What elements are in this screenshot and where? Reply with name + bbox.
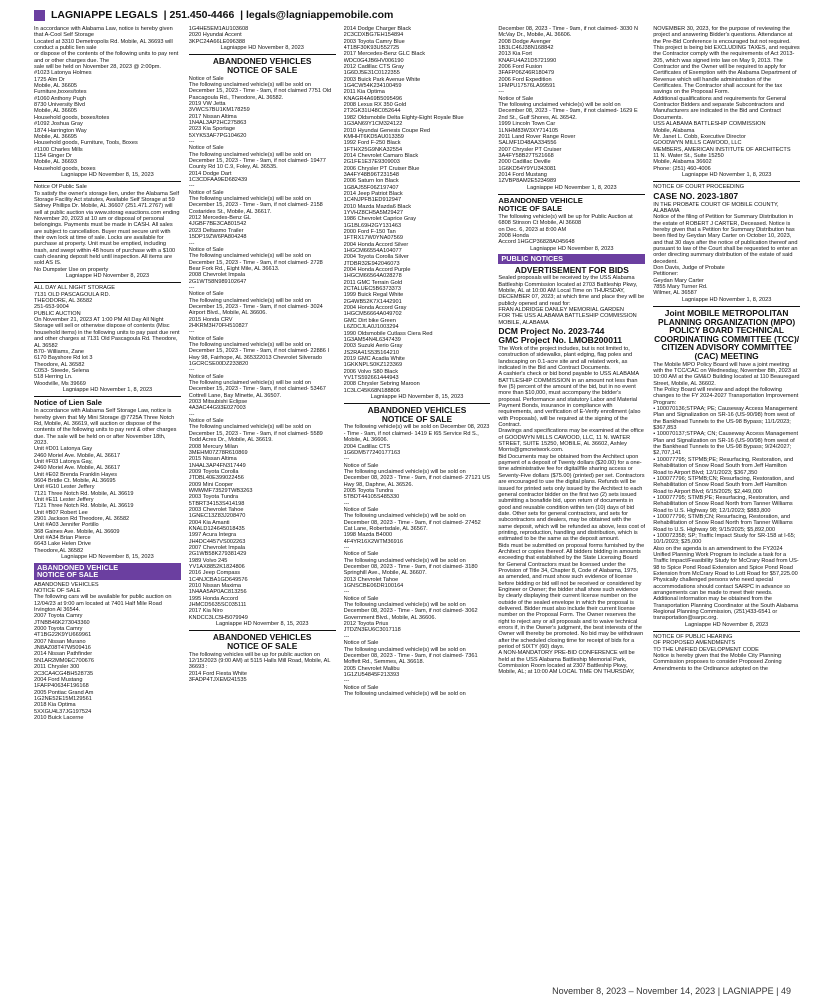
- notices-of-sale: The following vehicle(s) will be sold on December 08, 2023 - Time - 9am, if not claimed- 1419 E I65 Service Rd S., Mobile, AL 36606. 2004 Cadillac CTS 1G6DM577240177163 --- Notice of Sale The following unclaimed vehicle(s) will be sold on December 08, 2023 - Time - 9am, if not claimed- 27121 US Hwy 98, Daphne, AL 36526. 2005 Toyota Tundra 5TBDT44105S485330 --- Notice of Sale The following unclaimed vehicle(s) will be sold on December 08, 2023 - Time - 9am, if not claimed- 27452 Cat Lane, Robertsdale, AL 36567. 1998 Mazda B4000 4F4YR16X2WTM36916 --- Notice of Sale The following unclaimed vehicle(s) will be sold on December 08, 2023 - Time - 9am, if not claimed- 3180 Springhill Ave., Mobile, AL 36607. 2013 Chevrolet Tahoe 1GNSCBE06DR100164 --- Notice of Sale The following unclaimed vehicle(s) will be sold on December 08, 2023 - Time - 9am, if not claimed- 3062 Government Blvd., Mobile, AL 36606. 2012 Toyota Prius JTDZN3EU6C3017118 --- Notice of Sale The following unclaimed vehicle(s) will be sold on December 08, 2023 - Time - 9am, if not claimed- 7361 Moffett Rd., Semmes, AL 36618. 2005 Chevrolet Malibu 1G1ZU54845F213393 --- Notice of Sale The following unclaimed vehicle(s) will be sold on: [343, 424, 491, 697]
- divider: [498, 194, 645, 195]
- heading-text: ABANDONED VEHICLE NOTICE OF SALE: [498, 195, 583, 213]
- header-email[interactable]: legals@lagniappemobile.com: [246, 9, 394, 21]
- page-footer: [552, 986, 791, 996]
- column-4: [498, 26, 645, 976]
- page-header: [34, 8, 799, 22]
- header-sep-2: |: [240, 9, 244, 21]
- notice-stinson-auction: The following vehicle(s) will be up for Public Auction at 6808 Stinson Ct Mobile, Al 36608 on Dec. 6, 2023 at 8:00 AM 2008 Honda Accord 1HGCP36828A045648: [498, 213, 633, 246]
- publication-line: Lagniappe HD November 8, 15, 2023: [370, 393, 464, 400]
- divider: [189, 630, 336, 631]
- notice-acool-storage: In accordance with Alabama Law, notice is hereby given that A-Cool Self Storage Located at 3310 Demetropolis Rd. Mobile, AL 36693 will conduct a public lien sale or dispose of the contents of the following units to pay rent and or other charges due. The sale will be held on November 28, 2023 @ 2:00pm. #1023 Latonya Holmes 1725 Alm Dr Mobile, AL 36605 Furniture,boxes/totes #1060 Anthony Pugh 8730 University Blvd Mobile, AL 36605 Household goods, boxes/totes #1092 Joshua Gray 1874 Harrington Way Mobile, AL 36695 Household goods, Furniture, Tools, Boxes #1100 Charles Mills 1154 Ginger Dr Mobile, AL 36693 Household goods, boxes: [34, 26, 179, 172]
- paper-name: LAGNIAPPE: [722, 986, 774, 996]
- project-numbers: [498, 327, 645, 345]
- bids-body-continued: NOVEMBER 30, 2023, for the purpose of reviewing the project and answering Bidder's questions. Attendance at the Pre-Bid Conference is encouraged but not required. This project is being bid EXCLUDING TAXES, and requires the Contractor comply with the requirements of Act 2013-205, which was signed into law on May 9, 2013. The Contractor and the Owner will be required to apply for Certificates of Exemption with the Alabama Department of Revenue which will handle administration of the Certificates. The Contractor shall account for the tax savings on the Proposal Form. Additional qualifications and requirements for General Contractor Bidders and separate Subcontractors and Manufacturers are indicated in the Bid and Contract Documents. USS ALABAMA BATTLESHIP COMMISSION Mobile, Alabama Mr. Janet L. Cobb, Executive Director GOODWYN MILLS CAWOOD, LLC MEMBERS, AMERICAN INSTITUTE OF ARCHITECTS 11 N. Water St., Suite 15250 Mobile, Alabama 36602 Phone: (251) 460-4006: [653, 26, 800, 172]
- heading-text: ABANDONED VEHICLES NOTICE OF SALE: [367, 405, 467, 424]
- publication-line: Lagniappe HD November 1, 8, 2023: [681, 171, 772, 178]
- divider: [34, 396, 181, 397]
- notice-all-day-storage: ALL DAY ALL NIGHT STORAGE 7131 OLD PASCAGOULA RD. THEODORE, AL 36582 251-653-9004 PUBLIC AUCTION On November 21, 2023 AT 1:00 PM All Day All Night Storage will sell or otherwise dispose of contents (Misc household items) in the following units to pay past due rent and other charges at 7131 Old Pascagoula Rd. Theodore, AL 36582 B70- Williams, Zane 6170 Bayshore Rd lot 3 Theodore, AL 36582 C053- Steede, Selena 518 Herring Ln. Woodville, Ms 39669: [34, 285, 180, 387]
- heading-text: ABANDONED VEHICLES NOTICE OF SALE: [212, 56, 312, 75]
- column-5: [653, 26, 800, 976]
- abandoned-vehicles-heading: [189, 633, 336, 650]
- divider: [189, 54, 336, 55]
- court-proceeding-label: NOTICE OF COURT PROCEEDING: [653, 184, 745, 191]
- publication-line: Lagniappe HD November 1, 8, 2023: [62, 386, 153, 393]
- footer-separator: |: [776, 986, 779, 996]
- divider: [653, 181, 800, 182]
- column-3: [344, 26, 491, 976]
- case-number: CASE NO. 2023-1807: [653, 190, 739, 201]
- notice-lien-sale: In accordance with Alabama Self Storage Law, notice is hereby given that My Mini Storage @7725A Three Notch Rd, Mobile, AL 36619, will auction or dispose of the contents of the following units to pay rent & other charges due. The sale will be held on or after November 18th, 2023. Unit #D01 Latonya Gay 2460 Moriel Ave. Mobile, AL 36617 Unit #F03 Latonya Gay, 2460 Moriel Ave. Mobile, AL 36617 Unit #E02 Brenda Franklin Hayes 9604 Bridle Ct. Mobile, AL 36695 Unit #G10 Lester Jeffery 7121 Three Notch Rd. Mobile, AL 36619 Unit #E11 Lester Jeffery 7121 Three Notch Rd. Mobile, AL 36619 Unit #B07 Robert Lee 2901 Jackson Rd Theodore, AL 36582 Unit #A03 Jennifer Portillo 368 Gaines Ave. Mobile, AL 36609 Unit #A34 Brian Pierce 6643 Lake Helen Drive Theodore,AL 36582: [34, 408, 177, 554]
- advertisement-for-bids-heading: ADVERTISEMENT FOR BIDS: [514, 264, 629, 275]
- bids-body: The Work of the project includes, but is not limited to, construction of sidewalks, plant edging, flag poles and landscaping on 0.1-acre site and all related work, as indicated in the Bid and Contract Documents. A cashier's check or bid bond payable to USS ALABAMA BATTLESHIP COMMISSION in an amount not less than five (5) percent of the amount of the bid, but in no event more than $10,000, must accompany the bidder's proposal. Performance and statutory Labor and Material Payment Bonds, insurance in compliance with requirements, and verification of E-Verify enrollment (also with Proposals), will be required at the signing of the Contract. Drawings and specifications may be examined at the office of GOODWYN MILLS CAWOOD, LLC, 11 N. WATER STREET, SUITE 15250, MOBILE, AL 36602, Ashley Morris@gmcnetwork.com. Bid Documents may be obtained from the Architect upon payment of a deposit of Twenty dollars ($20.00) for a one-time administrative fee for digital/file sharing access or Seventy-Five dollars ($75.00) (printed) per set. Contractors are encouraged to use the digital plans. Refunds will be issued for printed sets only issued by the Architect to each general contractor bidder on the first two (2) sets issued submitting a bonafide bid, upon return of documents in good and reusable condition within ten (10) days of bid date. Other sets for general contractors, and sets for subcontractors and dealers, may be obtained with the same deposit, which will be refunded as above, less cost of printing, reproduction, handling and distribution, which is estimated to be the same as the deposit amount. Bids must be submitted on proposal forms furnished by the Architect or copies thereof. All bidders bidding in amounts exceeding that established by the State Licensing Board for General Contractors must be licensed under the Provision of Title 34, Chapter 8, Code of Alabama, 1975, as amended, and must show such evidence of license before bidding or bid will not be received or considered by Engineer or Owner; the bidder shall show such evidence by clearly displaying their current license number on the outside of the sealed envelope in which the proposal is delivered. Bidder must also include their current license number on the Proposal Form. The Owner reserves the right to reject any or all proposals and to waive technical errors if, in the Owner's judgment, the best interests of the Owner will thereby be promoted. No bid may be withdrawn after the scheduled closing time for receipt of bids for a period of SIXTY (60) days. A NON-MANDATORY PRE-BID CONFERENCE will be held at the USS Alabama Battleship Memorial Park, Commission Room located at 2307 Battleship Pkwy, Mobile, AL; at 10:00 AM LOCAL TIME ON THURSDAY,: [498, 345, 646, 676]
- project-numbers-text: DCM Project No. 2023-744 GMC Project No. LMOB200011: [498, 325, 623, 345]
- divider: [653, 306, 800, 307]
- notice-probate: IN THE PROBATE COURT OF MOBILE COUNTY, ALABAMA Notice of the filing of Petition for Summary Distribution in the estate of ROBERT J CARTER, Deceased. Notice is hereby given that a Petition for Summary Distribution has been filed by Geydan Mary Carter on October 10, 2023, and that 30 days after the notice of publication thereof and pursuant to law of the Court shall be requested to enter an order directing summary distribution of the estate of said decedent. Don Davis, Judge of Probate Petitioner: Geydan Mary Carter 7855 Mary Turner Rd. Wilmer, AL 36587: [653, 201, 798, 297]
- notice-mpo-meeting: The Mobile MPO Policy Board will have a joint meeting with the TCC/CAC on Wednesday, November 8th, 2023 at 10:00 AM at the GM&O Building located at 110 Beauregard Street, Mobile, AL 36602. The Policy Board will review and adopt the following changes to the FY 2024-2027 Transportation Improvement Program: • 100070136;STPAA; PE; Causeway Access Management Plan and Signalization on SR-16 (US-90/98) from west of the Bankhead Tunnels to the US-98 Bypass; 11/1/2023; $367,853 • 100070137;STPAA; CN; Causeway Access Management Plan and Signalization on SR-16 (US-90/98) from west of the Bankhead Tunnels to the US-98 Bypass; 9/24/2027; $2,707,141 • 100077795; STPMB;PE; Resurfacing, Restoration, and Rehabilitation of Snow Road South from Jeff Hamilton Road to Airport Blvd; 12/1/2023; $367,350 • 100077796; STPMB;CN; Resurfacing, Restoration, and Rehabilitation of Snow Road South from Jeff Hamilton Road to Airport Blvd; 6/15/2025; $2,449,000 • 100077795; STMB;PE; Resurfacing, Restoration, and Rehabilitation of Snow Road North from Tanner Williams Road to U.S. Highway 98; 12/1/2023; $883,800 • 100077796; STMB;CN; Resurfacing, Restoration, and Rehabilitation of Snow Road North from Tanner Williams Road to U.S. Highway 98; 9/15/2025; $5,892,000 • 100072358; SP; Traffic Impact Study for SR-158 at I-65; 10/1/2023; $25,000 Also on the agenda is an amendment to the FY2024 Unified Planning Work Program to include a task for a Traffic Impact/Feasibility Study for McCrary Road from US-98 to Spice Pond Road Extension and Spice Pond Road Extension from McCrary Road to Lott Road for $57,225.00 Physically challenged persons who need special accommodations should contact SARPC in advance so arrangements can be made to meet their needs. Additional information may be obtained from the Transportation Planning Coordinator at the South Alabama Regional Planning Commission, (251)433-6541 or transportation@sarpc.org.: [653, 361, 800, 622]
- publication-line: Lagniappe HD November 8, 2023: [530, 245, 614, 252]
- bids-intro: Sealed proposals will be received by the USS Alabama Battleship Commission located at 2703 Battleship Pkwy, Mobile, AL at 10:00 AM Local Time on THURSDAY, DECEMBER 07, 2023; at which time and place they will be publicly opened and read for: FRAN ALDRIDGE DANLEY MEMORIAL GARDEN FOR THE USS ALABAMA BATTLESHIP COMMISSION MOBILE, ALABAMA: [498, 275, 645, 326]
- publication-line: Lagniappe HD November 1, 8, 2023: [527, 184, 617, 191]
- page-number: 49: [780, 986, 791, 996]
- divider: [344, 403, 491, 404]
- abandoned-vehicle-heading: [498, 197, 645, 213]
- vehicle-list-continued: 1G4HE5EM1AU103608 2020 Hyundai Accent 3KPC24A66LE096388: [188, 26, 249, 45]
- legal-columns: [34, 26, 800, 976]
- notice-public-hearing: NOTICE OF PUBLIC HEARING OF PROPOSED AMENDMENTS TO THE UNIFIED DEVELOPMENT CODE Notice is hereby given that the Mobile City Planning Commission proposes to consider Proposed Zoning Amendments to the Ordinance adopted on the: [653, 634, 782, 672]
- section-marker-icon: [34, 10, 45, 21]
- column-1: [34, 26, 181, 976]
- mpo-meeting-heading: Joint MOBILE METROPOLITAN PLANNING ORGANIZATION (MPO) POLICY BOARD TECHNICAL COORDINATING COMMITTEE (TCC)/ CITIZEN ADVISORY COMMITTEE (CAC) MEETING: [654, 308, 800, 362]
- divider: [34, 181, 181, 182]
- publication-line: Lagniappe HD November 8, 15, 2023: [215, 621, 309, 628]
- publication-line: Lagniappe HD November 8, 15, 2023: [61, 171, 154, 178]
- banner-text: PUBLIC NOTICES: [501, 254, 564, 263]
- divider: [34, 282, 181, 283]
- notice-available-storage: Notice Of Public Sale To satisfy the owner's storage lien, under the Alabama Self Storage Facility Act statutes, Available Self Storage at 59 Sidney Phillips Dr. Mobile, AL 36607 (251.471.2767) will sell at public auction via www.storag eauctions.com ending November 20, 2023 at 10 am or disposal of personal belongings. Payments must be made in CASH. All sales are subject to cancellation. Buyer must secure unit with their own lock at time of sale. Locks are available for purchase at property. Unit must be emptied, including trash, and swept within 48 hours of purchase with a $100 cash cleaning deposit held until inspection. All items are sold AS IS. No Dumpster Use on property: [34, 184, 180, 273]
- notices-of-sale: Notice of Sale The following unclaimed vehicle(s) will be sold on December 15, 2023 - Time - 9am, if not claimed 7751 Old Pascagoula Rd., Theodore, AL 36582. 2019 VW Jetta 3VWCS7BU1KM178259 2017 Nissan Altima 1N4AL3AP2HC275863 2023 Kia Sportage 5XYK53AF7PG104620 --- Notice of Sale The following unclaimed vehicle(s) will be sold on December 15, 2023 - Time - 9am, if not claimed- 19477 County Rd 10 C.9, Foley, AL 36535. 2014 Dodge Dart 1C3CDFAA9ED682439 --- Notice of Sale The following unclaimed vehicle(s) will be sold on December 15, 2023 - Time - 9am, if not claimed- 2158 Costarides St., Mobile, AL 36617. 2012 Mercedes-Benz GL 4JGBF7BE3CA801542 2023 Deltasmo Trailer 15DP19ZW6PA804248 --- Notice of Sale The following unclaimed vehicle(s) will be sold on December 15, 2023 - Time - 9am, if not claimed- 2728 Bear Fork Rd., Eight Mile, AL 36613. 2008 Chevrolet Impala 2G1WT58N989102647 --- Notice of Sale The following unclaimed vehicle(s) will be sold on December 15, 2023 - Time - 9am, if not claimed- 3024 Airport Blvd., Mobile, AL 36606. 2015 Honda CRV 2HKRM3H70FH510827 --- Notice of Sale The following unclaimed vehicle(s) will be sold on December 15, 2023 - Time - 9am, if not claimed- 22886 I Hwy 98, Fairhope, AL 365322013 Chevrolet Silverado 1GCRCSE00DZ233820 --- Notice of Sale The following unclaimed vehicle(s) will be sold on December 15, 2023 - Time - 9am, if not claimed- 53467 Cottrell Lane, Bay Minette, AL 36507. 2003 Mitsubishi Eclipse 4A3AC44G93E027003 --- Notice of Sale The following unclaimed vehicle(s) will be sold on December 15, 2023 - Time - 9am, if not claimed- 5589 Todd Acres Dr., Mobile, AL 36619. 2008 Mercury Milan 3MEHM07Z78R610869 2015 Nissan Altima 1N4AL3AP4FN317449 2009 Toyota Corolla JTDBL40E399022456 2009 Mini Cooper WMWMF73529TWB3263 2003 Toyota Tundra 5TBRT34153S414198 2003 Chevrolet Tahoe 1GNEC13Z83J208470 2004 Kia Amanti KNALD124645018435 1997 Acura Integra JH4DC4457VS002263 2007 Chevrolet Impala 2G1WB58K279381429 1989 Volvo 245 YV1AX8852K1824806 2016 Jeep Compass 1C4NJCBA1GD649576 2010 Nissan Maxima 1N4AA5AP0AC813256 1995 Honda Accord JHMCD5635SC035111 2017 Kia Niro KNDCC3LC5H5079949: [188, 75, 332, 621]
- divider: [653, 631, 800, 632]
- header-phone[interactable]: 251.450-4466: [169, 9, 235, 21]
- abandoned-vehicle-banner: [34, 563, 181, 580]
- issue-dates: November 8, 2023 – November 14, 2023: [552, 986, 716, 996]
- abandoned-vehicles-heading: [344, 406, 491, 423]
- public-notices-banner: [498, 254, 645, 264]
- publication-line: Lagniappe HD November 8, 2023: [220, 45, 304, 52]
- heading-text: ABANDONED VEHICLES NOTICE OF SALE: [212, 632, 312, 652]
- footer-separator: |: [717, 986, 721, 996]
- publication-line: Lagniappe HD November 1, 8, 2023: [681, 296, 772, 303]
- abandoned-vehicles-heading: [189, 57, 336, 74]
- publication-line: Lagniappe HD November 8, 15, 2023: [61, 554, 154, 561]
- notice-halls-mill-auction: The following vehicles will be up for public auction on 12/15/2023 (9:00 AM) at 5115 Halls Mill Road, Mobile, AL 36693 : 2014 Ford Fiesta White 3FADP4TJXEM241535: [188, 651, 331, 684]
- header-sep-1: |: [163, 9, 167, 21]
- banner-text: ABANDONED VEHICLE NOTICE OF SALE: [37, 562, 119, 580]
- notice-abandoned-vehicles: ABANDONED VEHICLES NOTICE OF SALE The following cars will be available for public auction on 12/04/23 at 9:00 am located at 7401 Half Mile Road Irvington Al 36544. 2007 Toyota Camry JTNBB46K273043360 2000 Toyota Camry 4T1BG22K9YU669961 2007 Nissan Murano JN8AZ08T47W509416 2014 Nissan Pathfinder 5N1AR2MM0EC700676 2011 Chrysler 300 2C3CA4CG4BH528735 2004 Ford Mustang 1FAFP40634F196168 2005 Pontiac Grand Am 1G2NE52E15M129561 2018 Kia Optima 5XXGU4L37JG197524 2010 Buick Lacerne: [34, 581, 172, 721]
- column-2: [189, 26, 336, 976]
- section-title: LAGNIAPPE LEGALS: [51, 9, 158, 21]
- publication-line: Lagniappe HD November 8, 2023: [684, 621, 769, 628]
- publication-line: Lagniappe HD November 8, 2023: [65, 273, 150, 280]
- notices-of-sale-continued: December 08, 2023 - Time - 9am, if not claimed- 3030 N McVay Dr., Mobile, AL 36606. 2008 Dodge Avenger 1B3LC46J38N168842 2013 Kia Fort KNAFU4A21D5721990 2006 Ford Fusion 3FAFP06Z46R180479 2006 Ford Expedition 1FMPU17576LA99591 --- Notice of Sale The following unclaimed vehicle(s) will be sold on December 08, 2023 - Time - 9am, if not claimed- 1629 E 2nd St., Gulf Shores, AL 36542. 1999 Lincoln Town Car 1LNHM83W3XY714105 2011 Land Rover Range Rover SALMF1D48AA334556 2007 Chrysler PT Cruiser 3A4FY58B27T521668 2000 Cadillac Deville 1G6KD54Y9YU343081 2014 Ford Mustang 1ZVBP8AM2E5234989: [498, 26, 638, 185]
- lien-sale-heading: Notice of Lien Sale: [34, 398, 102, 408]
- vehicle-list-continued: 2014 Dodge Charger Black 2C3CDXBG7EH154894 2003 Toyota Camry Blue 4T1BF30K93U552725 2017 Mercedes-Benz GLC Black WDC0G4JB6HV006190 2012 Cadillac CTS Gray 1G6DJ5E31C0122355 2003 Buick Park Avenue White 1G4CW54K234100459 2011 Kia Optima KNAGR4A69B5095496 2008 Lexus RX 350 Gold 2T2GK31U48C052644 1982 Oldsmobile Delta Eighty-Eight Royale Blue 1G3AN69Y1CM324122 2010 Hyundai Genesis Coupe Red KMHHT6KD5AU013359 1992 Ford F-250 Black 1FTHX25G9NKA32554 2014 Chevrolet Camaro Black 2G1FE1E37E9309003 2006 Chrysler PT Cruiser Blue 3A4FY48B96T231548 2006 Saturn Ion Black 1G8AJ55F06Z197407 2014 Jeep Patriot Black 1C4NJPFB1ED912947 2010 Mazda Mazda6 Black 1YVHZ8CH5A5M29427 1986 Chevrolet Caprice Gray 1G1BL69H2GY131463 2000 Ford F-150 Tan 1FTRX17W0YNA07569 2004 Honda Accord Silver 1HGCM66554A104077 2004 Toyota Corolla Silver JTDBR32E942046073 2004 Honda Accord Purple 1HGCM66564A028278 2011 GMC Terrain Gold 2CTALUEC5B6373373 1999 Buick Regal White 2G4WB52K7X1442901 2004 Honda Accord Gray 1HGCM56664A049702 GMC Dirt bike Green L6ZDCJLA0J1003294 1990 Oldsmobile Cutlass Ciera Red 1G3AM54N4L6347439 2003 Suzuki Aerio Gray JS2RA41S535164210 2019 GMC Acadia White 1GKKNPLS0KZ123369 2006 Volvo S80 Black YV1TS592661444943 2008 Chrysler Sebring Maroon 1C3LC45K68N188806: [343, 26, 464, 394]
